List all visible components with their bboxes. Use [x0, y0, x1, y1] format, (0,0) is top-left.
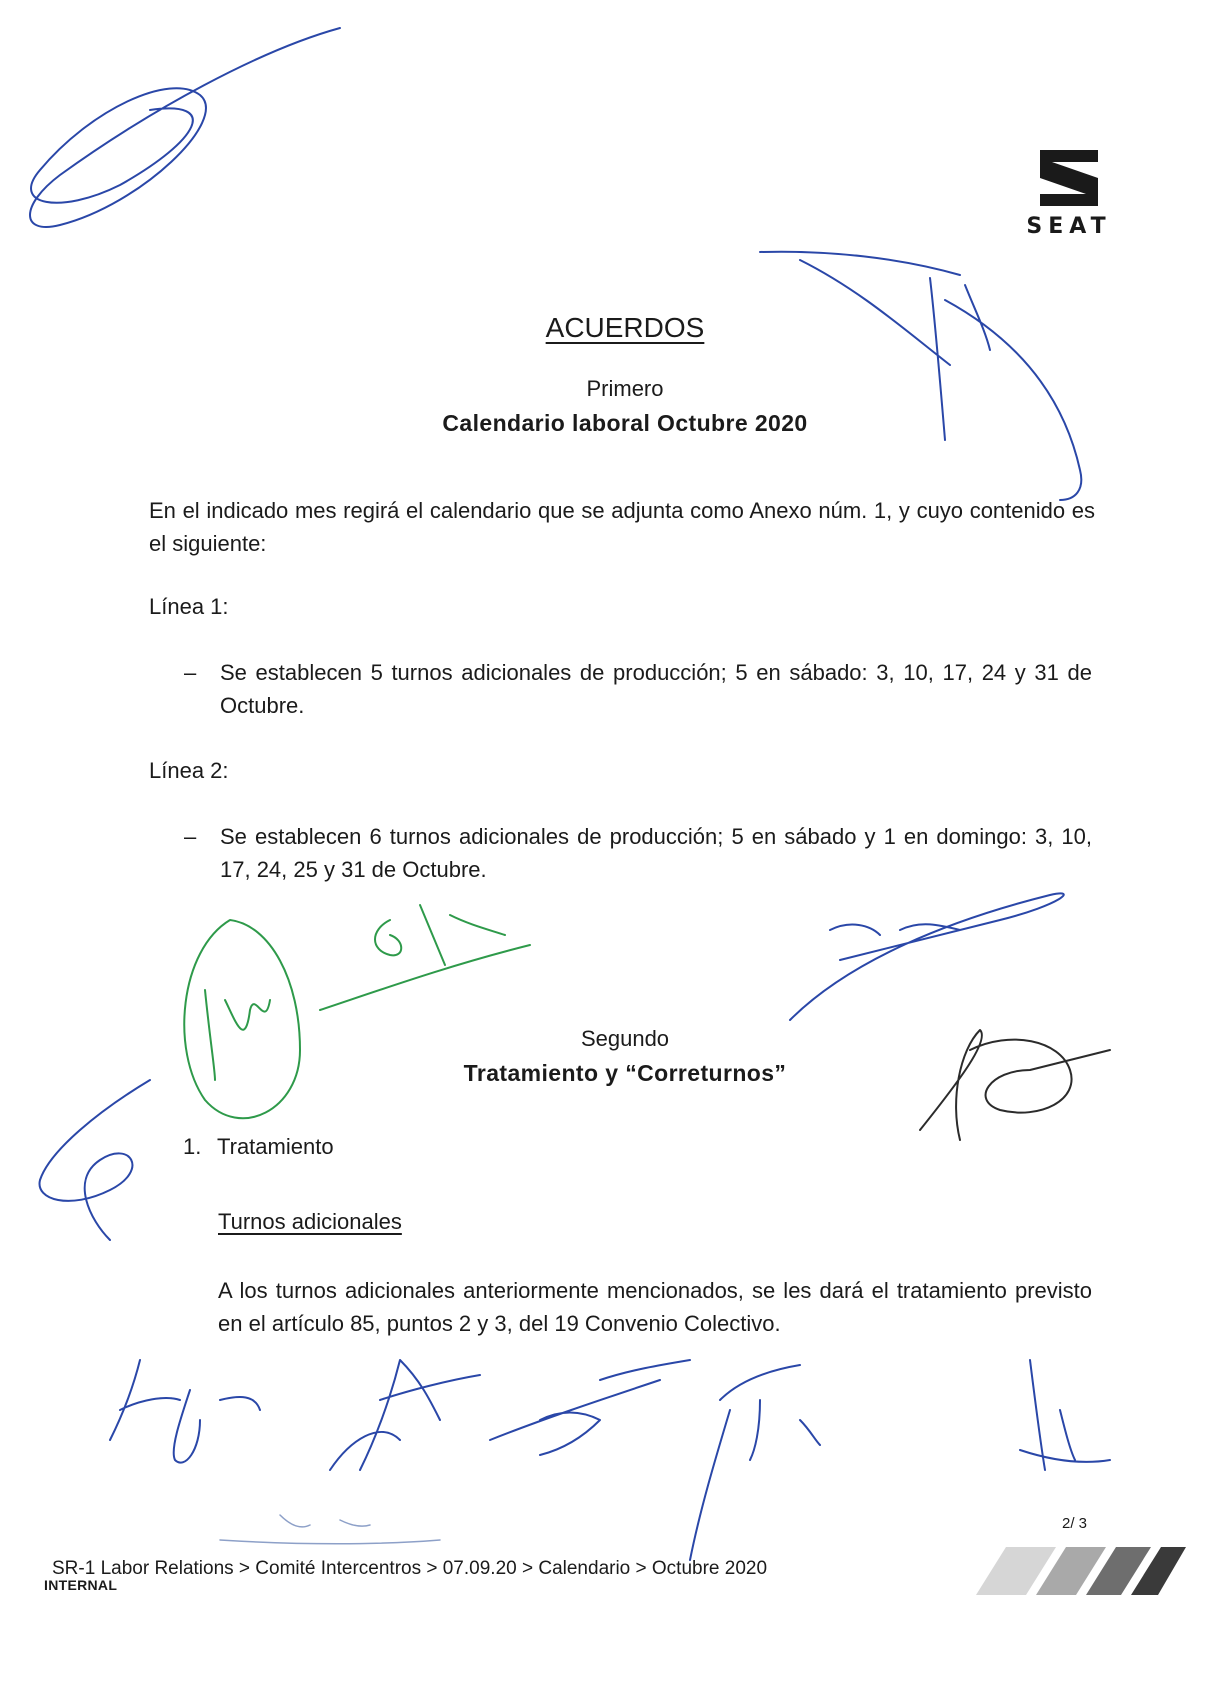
signature-bottom-2 [330, 1360, 480, 1470]
seat-emblem-icon [1036, 148, 1102, 208]
seat-logo-text: SEAT [1026, 214, 1112, 239]
signature-faint [220, 1515, 440, 1544]
page-number: 2/ 3 [1062, 1515, 1088, 1532]
line-2-bullet-text: Se establecen 6 turnos adicionales de producción; 5 en sábado y 1 en domingo: 3, 10, 17, 24, 25 y 31 de Octubre. [220, 824, 1092, 882]
signature-bottom-5 [1020, 1360, 1110, 1470]
section-1-label: Primero [586, 376, 664, 401]
item-title: Tratamiento [217, 1134, 334, 1159]
signature-bottom-4 [690, 1365, 820, 1560]
signature-bottom-3 [490, 1360, 690, 1455]
section-1-title: Calendario laboral Octubre 2020 [442, 410, 808, 436]
numbered-item [183, 1134, 334, 1160]
section-1-intro: En el indicado mes regirá el calendario que se adjunta como Anexo núm. 1, y cuyo contenido es el siguiente: [149, 498, 1095, 556]
signature-bottom-1 [110, 1360, 260, 1463]
document-heading: ACUERDOS [545, 312, 705, 343]
classification-label: INTERNAL [44, 1577, 118, 1593]
signature-top-left [30, 28, 340, 227]
signature-blue-left [40, 1080, 150, 1240]
section-2-label: Segundo [580, 1026, 670, 1051]
seat-logo [1010, 148, 1128, 239]
line-1-bullet-text: Se establecen 5 turnos adicionales de producción; 5 en sábado: 3, 10, 17, 24 y 31 de Octubre. [220, 660, 1092, 718]
item-number: 1. [183, 1134, 202, 1159]
footer-stripes-icon [946, 1547, 1186, 1595]
footer-breadcrumb: SR-1 Labor Relations > Comité Intercentros > 07.09.20 > Calendario > Octubre 2020 [52, 1558, 768, 1579]
signature-green-mid [320, 905, 530, 1010]
line-1-label: Línea 1: [149, 594, 229, 619]
bullet-marker: – [184, 660, 197, 685]
subheading: Turnos adicionales [218, 1209, 402, 1234]
bullet-marker: – [184, 824, 197, 849]
section-2-body: A los turnos adicionales anteriormente mencionados, se les dará el tratamiento previsto en el artículo 85, puntos 2 y 3, del 19 Convenio Colectivo. [218, 1278, 1092, 1336]
section-2-title: Tratamiento y “Correturnos” [463, 1060, 787, 1086]
signature-green-left [184, 920, 300, 1118]
signature-blue-right [790, 893, 1064, 1020]
line-2-label: Línea 2: [149, 758, 229, 783]
